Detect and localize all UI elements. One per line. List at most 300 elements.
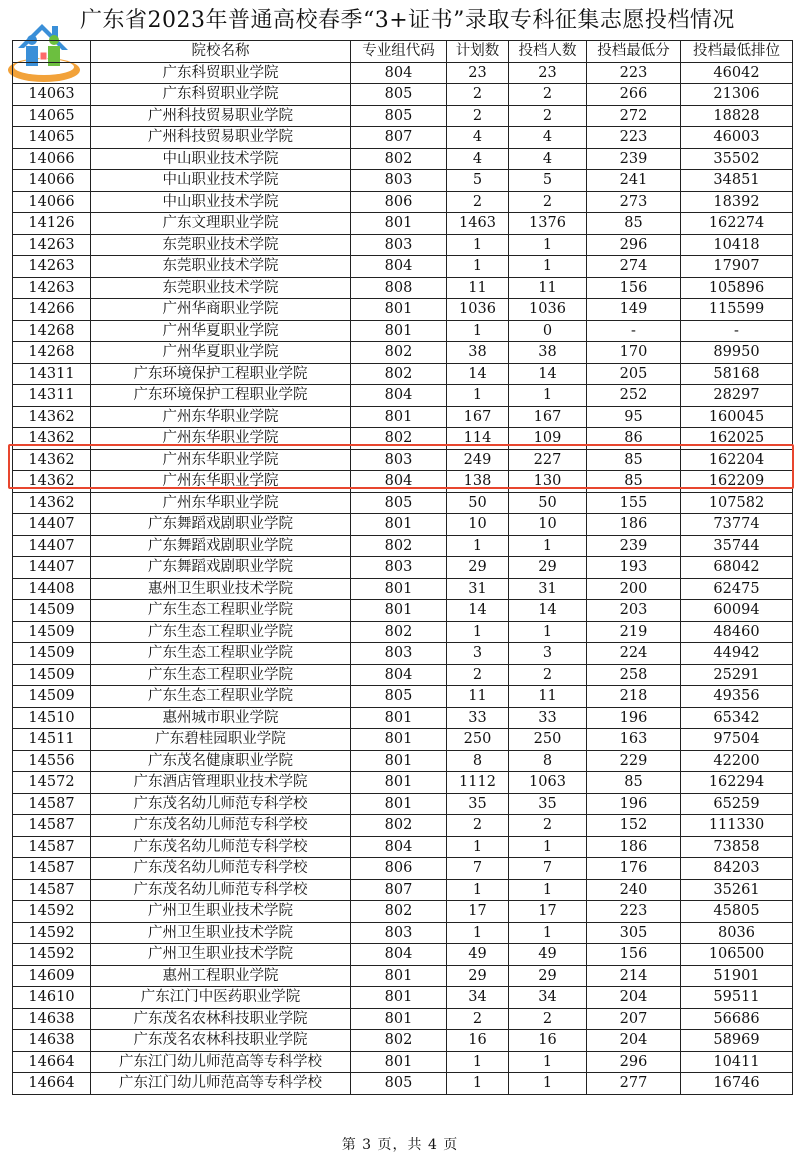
table-cell: 14065 bbox=[13, 105, 91, 127]
table-row bbox=[13, 621, 793, 643]
table-cell: 1 bbox=[447, 879, 509, 901]
table-row bbox=[13, 1073, 793, 1095]
table-cell: 17 bbox=[447, 901, 509, 923]
table-cell: 34851 bbox=[681, 170, 793, 192]
table-cell: 14362 bbox=[13, 428, 91, 450]
table-row bbox=[13, 664, 793, 686]
column-header: 计划数 bbox=[447, 41, 509, 63]
table-cell: 162025 bbox=[681, 428, 793, 450]
table-row bbox=[13, 815, 793, 837]
table-cell: 广东茂名幼儿师范专科学校 bbox=[91, 836, 351, 858]
table-cell: 2 bbox=[447, 664, 509, 686]
table-cell: 广东酒店管理职业技术学院 bbox=[91, 772, 351, 794]
table-cell: 35 bbox=[509, 793, 587, 815]
table-cell: 广州华夏职业学院 bbox=[91, 342, 351, 364]
page-number: 第 3 页，共 4 页 bbox=[341, 1137, 459, 1153]
table-cell: 广州卫生职业技术学院 bbox=[91, 944, 351, 966]
column-header: 投档最低分 bbox=[587, 41, 681, 63]
table-cell: 14066 bbox=[13, 170, 91, 192]
table-cell: 1376 bbox=[509, 213, 587, 235]
table-cell: 1 bbox=[509, 385, 587, 407]
table-cell: 111330 bbox=[681, 815, 793, 837]
table-cell: 14587 bbox=[13, 858, 91, 880]
table-cell: 1063 bbox=[509, 772, 587, 794]
table-cell: 58168 bbox=[681, 363, 793, 385]
table-cell: 224 bbox=[587, 643, 681, 665]
table-cell: 14263 bbox=[13, 277, 91, 299]
table-cell: 138 bbox=[447, 471, 509, 493]
table-cell: 3 bbox=[447, 643, 509, 665]
table-cell: 804 bbox=[351, 944, 447, 966]
table-cell: 广东茂名幼儿师范专科学校 bbox=[91, 858, 351, 880]
table-cell: 1 bbox=[447, 922, 509, 944]
table-cell: 17907 bbox=[681, 256, 793, 278]
table-cell: 广东舞蹈戏剧职业学院 bbox=[91, 514, 351, 536]
table-row bbox=[13, 578, 793, 600]
table-cell: 29 bbox=[447, 557, 509, 579]
table-row bbox=[13, 234, 793, 256]
table-row bbox=[13, 492, 793, 514]
table-row bbox=[13, 105, 793, 127]
table-cell: 14362 bbox=[13, 471, 91, 493]
table-cell: 205 bbox=[587, 363, 681, 385]
table-cell: 801 bbox=[351, 987, 447, 1009]
table-cell: 14263 bbox=[13, 256, 91, 278]
table-row bbox=[13, 320, 793, 342]
table-cell: 广东生态工程职业学院 bbox=[91, 621, 351, 643]
table-cell: 801 bbox=[351, 707, 447, 729]
table-cell: 804 bbox=[351, 385, 447, 407]
admission-table bbox=[12, 40, 793, 1095]
table-cell: 14556 bbox=[13, 750, 91, 772]
table-cell: 186 bbox=[587, 514, 681, 536]
table-cell: 105896 bbox=[681, 277, 793, 299]
table-cell: 1 bbox=[509, 234, 587, 256]
table-cell: 296 bbox=[587, 234, 681, 256]
table-cell: 801 bbox=[351, 1008, 447, 1030]
table-cell: 807 bbox=[351, 127, 447, 149]
table-cell: 东莞职业技术学院 bbox=[91, 277, 351, 299]
table-cell: 14592 bbox=[13, 944, 91, 966]
table-cell: 73858 bbox=[681, 836, 793, 858]
table-cell: 2 bbox=[509, 84, 587, 106]
table-cell: 218 bbox=[587, 686, 681, 708]
column-header: 院校名称 bbox=[91, 41, 351, 63]
table-cell: 65259 bbox=[681, 793, 793, 815]
table-cell: 2 bbox=[447, 191, 509, 213]
table-cell: 802 bbox=[351, 148, 447, 170]
table-cell: 21306 bbox=[681, 84, 793, 106]
table-row bbox=[13, 944, 793, 966]
table-cell: 801 bbox=[351, 299, 447, 321]
table-row bbox=[13, 535, 793, 557]
table-cell: 1 bbox=[509, 1073, 587, 1095]
table-cell: 277 bbox=[587, 1073, 681, 1095]
table-cell: 广东舞蹈戏剧职业学院 bbox=[91, 535, 351, 557]
table-cell: 14511 bbox=[13, 729, 91, 751]
column-header bbox=[13, 41, 91, 63]
table-row bbox=[13, 385, 793, 407]
table-cell: 49 bbox=[447, 944, 509, 966]
table-row bbox=[13, 987, 793, 1009]
table-cell: 273 bbox=[587, 191, 681, 213]
table-cell: 8 bbox=[447, 750, 509, 772]
table-cell: 10 bbox=[447, 514, 509, 536]
table-cell: 2 bbox=[447, 1008, 509, 1030]
table-cell: 惠州城市职业学院 bbox=[91, 707, 351, 729]
table-cell: 65342 bbox=[681, 707, 793, 729]
table-cell: 2 bbox=[447, 105, 509, 127]
table-cell: 223 bbox=[587, 62, 681, 84]
table-cell: 186 bbox=[587, 836, 681, 858]
table-cell: 5 bbox=[509, 170, 587, 192]
table-cell: 50 bbox=[509, 492, 587, 514]
table-cell: 28297 bbox=[681, 385, 793, 407]
table-cell: 广州卫生职业技术学院 bbox=[91, 922, 351, 944]
table-cell: 14362 bbox=[13, 492, 91, 514]
table-cell: 11 bbox=[447, 686, 509, 708]
table-cell: 801 bbox=[351, 965, 447, 987]
table-cell: 272 bbox=[587, 105, 681, 127]
table-cell: 806 bbox=[351, 858, 447, 880]
table-cell: 14408 bbox=[13, 578, 91, 600]
table-cell: 广东茂名幼儿师范专科学校 bbox=[91, 793, 351, 815]
table-cell: 中山职业技术学院 bbox=[91, 170, 351, 192]
table-cell: 33 bbox=[447, 707, 509, 729]
table-cell: 802 bbox=[351, 1030, 447, 1052]
table-cell: 14587 bbox=[13, 815, 91, 837]
table-cell: 14572 bbox=[13, 772, 91, 794]
table-cell bbox=[13, 62, 91, 84]
table-cell: 14065 bbox=[13, 127, 91, 149]
table-cell: 229 bbox=[587, 750, 681, 772]
table-cell: 239 bbox=[587, 148, 681, 170]
table-cell: 59511 bbox=[681, 987, 793, 1009]
table-cell: 广东生态工程职业学院 bbox=[91, 686, 351, 708]
table-cell: 109 bbox=[509, 428, 587, 450]
table-row bbox=[13, 922, 793, 944]
table-row bbox=[13, 277, 793, 299]
table-row bbox=[13, 557, 793, 579]
table-row bbox=[13, 170, 793, 192]
table-cell: 804 bbox=[351, 471, 447, 493]
table-cell: 14509 bbox=[13, 600, 91, 622]
table-cell: 14 bbox=[509, 600, 587, 622]
table-cell: 162294 bbox=[681, 772, 793, 794]
table-cell: 1 bbox=[447, 1051, 509, 1073]
table-row bbox=[13, 686, 793, 708]
column-header: 投档人数 bbox=[509, 41, 587, 63]
table-row bbox=[13, 901, 793, 923]
table-cell: 广东碧桂园职业学院 bbox=[91, 729, 351, 751]
table-cell: 162274 bbox=[681, 213, 793, 235]
table-cell: 8036 bbox=[681, 922, 793, 944]
table-cell: 2 bbox=[509, 664, 587, 686]
table-cell: 107582 bbox=[681, 492, 793, 514]
table-cell: 95 bbox=[587, 406, 681, 428]
table-cell: 14407 bbox=[13, 557, 91, 579]
table-cell: 7 bbox=[509, 858, 587, 880]
table-cell: 258 bbox=[587, 664, 681, 686]
table-cell: 85 bbox=[587, 449, 681, 471]
table-row bbox=[13, 1030, 793, 1052]
table-cell: 16746 bbox=[681, 1073, 793, 1095]
table-row bbox=[13, 299, 793, 321]
table-cell: 114 bbox=[447, 428, 509, 450]
table-cell: 广州东华职业学院 bbox=[91, 428, 351, 450]
table-cell: 163 bbox=[587, 729, 681, 751]
table-cell: 广州科技贸易职业学院 bbox=[91, 127, 351, 149]
table-cell: 49 bbox=[509, 944, 587, 966]
table-cell: 14664 bbox=[13, 1073, 91, 1095]
table-cell: 广东茂名农林科技职业学院 bbox=[91, 1030, 351, 1052]
table-cell: 130 bbox=[509, 471, 587, 493]
table-cell: 1 bbox=[447, 1073, 509, 1095]
table-cell: 805 bbox=[351, 84, 447, 106]
table-cell: 1 bbox=[447, 535, 509, 557]
table-cell: 14587 bbox=[13, 836, 91, 858]
table-cell: 802 bbox=[351, 535, 447, 557]
table-cell: 802 bbox=[351, 428, 447, 450]
table-cell: 34 bbox=[447, 987, 509, 1009]
table-cell: 10418 bbox=[681, 234, 793, 256]
table-cell: 156 bbox=[587, 277, 681, 299]
table-row bbox=[13, 84, 793, 106]
table-cell: 广东茂名幼儿师范专科学校 bbox=[91, 815, 351, 837]
table-cell: 1 bbox=[509, 1051, 587, 1073]
table-cell: 广州科技贸易职业学院 bbox=[91, 105, 351, 127]
column-header: 投档最低排位 bbox=[681, 41, 793, 63]
table-cell: 801 bbox=[351, 406, 447, 428]
table-cell: 804 bbox=[351, 836, 447, 858]
table-cell: 49356 bbox=[681, 686, 793, 708]
table-cell: 801 bbox=[351, 1051, 447, 1073]
table-cell: 14 bbox=[447, 363, 509, 385]
table-cell: 160045 bbox=[681, 406, 793, 428]
table-cell: 8 bbox=[509, 750, 587, 772]
table-row bbox=[13, 363, 793, 385]
table-cell: 14587 bbox=[13, 879, 91, 901]
table-cell: 1 bbox=[447, 836, 509, 858]
table-cell: 14509 bbox=[13, 621, 91, 643]
table-cell: 广东江门中医药职业学院 bbox=[91, 987, 351, 1009]
table-cell: 广州华商职业学院 bbox=[91, 299, 351, 321]
table-cell: 18392 bbox=[681, 191, 793, 213]
table-row bbox=[13, 879, 793, 901]
table-cell: 23 bbox=[509, 62, 587, 84]
table-cell: 1 bbox=[509, 922, 587, 944]
table-cell: 801 bbox=[351, 600, 447, 622]
table-cell: 1 bbox=[447, 385, 509, 407]
column-header: 专业组代码 bbox=[351, 41, 447, 63]
table-cell: 805 bbox=[351, 1073, 447, 1095]
table-cell: 1 bbox=[509, 256, 587, 278]
table-cell: 广东科贸职业学院 bbox=[91, 84, 351, 106]
table-cell: 85 bbox=[587, 471, 681, 493]
table-cell: 1 bbox=[447, 621, 509, 643]
table-cell: 广东生态工程职业学院 bbox=[91, 643, 351, 665]
table-cell: 广东江门幼儿师范高等专科学校 bbox=[91, 1051, 351, 1073]
table-cell: - bbox=[587, 320, 681, 342]
table-cell: 115599 bbox=[681, 299, 793, 321]
table-cell: 35744 bbox=[681, 535, 793, 557]
table-cell: 14407 bbox=[13, 514, 91, 536]
table-cell: 14509 bbox=[13, 686, 91, 708]
table-cell: 14587 bbox=[13, 793, 91, 815]
table-cell: 42200 bbox=[681, 750, 793, 772]
table-cell: 14610 bbox=[13, 987, 91, 1009]
table-row bbox=[13, 793, 793, 815]
table-cell: 167 bbox=[509, 406, 587, 428]
table-cell: 808 bbox=[351, 277, 447, 299]
table-cell: 4 bbox=[509, 148, 587, 170]
table-cell: 中山职业技术学院 bbox=[91, 191, 351, 213]
table-cell: 广东文理职业学院 bbox=[91, 213, 351, 235]
table-cell: 5 bbox=[447, 170, 509, 192]
table-cell: 14311 bbox=[13, 385, 91, 407]
table-cell: 广东生态工程职业学院 bbox=[91, 664, 351, 686]
table-cell: 45805 bbox=[681, 901, 793, 923]
table-cell: 240 bbox=[587, 879, 681, 901]
table-cell: 广东舞蹈戏剧职业学院 bbox=[91, 557, 351, 579]
table-cell: 广东环境保护工程职业学院 bbox=[91, 363, 351, 385]
table-cell: 16 bbox=[509, 1030, 587, 1052]
table-cell: 162204 bbox=[681, 449, 793, 471]
table-cell: 1463 bbox=[447, 213, 509, 235]
table-cell: 86 bbox=[587, 428, 681, 450]
table-row bbox=[13, 148, 793, 170]
table-cell: 14638 bbox=[13, 1008, 91, 1030]
table-cell: 801 bbox=[351, 213, 447, 235]
table-cell: 14510 bbox=[13, 707, 91, 729]
table-cell: 802 bbox=[351, 621, 447, 643]
document-title: 广东省2023年普通高校春季“3+证书”录取专科征集志愿投档情况 bbox=[80, 8, 735, 33]
table-cell: 17 bbox=[509, 901, 587, 923]
table-cell: 25291 bbox=[681, 664, 793, 686]
table-cell: 29 bbox=[447, 965, 509, 987]
table-cell: 204 bbox=[587, 987, 681, 1009]
table-cell: 170 bbox=[587, 342, 681, 364]
table-cell: 249 bbox=[447, 449, 509, 471]
table-cell: 2 bbox=[509, 191, 587, 213]
table-cell: 227 bbox=[509, 449, 587, 471]
table-cell: 惠州工程职业学院 bbox=[91, 965, 351, 987]
table-cell: 14592 bbox=[13, 922, 91, 944]
table-cell: 214 bbox=[587, 965, 681, 987]
table-cell: 804 bbox=[351, 256, 447, 278]
table-cell: 801 bbox=[351, 793, 447, 815]
table-cell: 14126 bbox=[13, 213, 91, 235]
table-cell: 155 bbox=[587, 492, 681, 514]
table-cell: 14509 bbox=[13, 643, 91, 665]
table-cell: 48460 bbox=[681, 621, 793, 643]
table-cell: 106500 bbox=[681, 944, 793, 966]
table-row bbox=[13, 1051, 793, 1073]
table-cell: 85 bbox=[587, 772, 681, 794]
table-cell: 23 bbox=[447, 62, 509, 84]
table-cell: 803 bbox=[351, 170, 447, 192]
table-cell: 31 bbox=[509, 578, 587, 600]
table-cell: 252 bbox=[587, 385, 681, 407]
table-cell: 广东生态工程职业学院 bbox=[91, 600, 351, 622]
table-cell: 14311 bbox=[13, 363, 91, 385]
table-cell: 1 bbox=[509, 535, 587, 557]
table-cell: 4 bbox=[509, 127, 587, 149]
table-cell: 162209 bbox=[681, 471, 793, 493]
table-cell: 广东科贸职业学院 bbox=[91, 62, 351, 84]
table-cell: 801 bbox=[351, 772, 447, 794]
table-cell: 4 bbox=[447, 127, 509, 149]
table-cell: 29 bbox=[509, 965, 587, 987]
table-cell: 0 bbox=[509, 320, 587, 342]
table-cell: 803 bbox=[351, 234, 447, 256]
table-row bbox=[13, 643, 793, 665]
table-cell: 801 bbox=[351, 750, 447, 772]
table-cell: 62475 bbox=[681, 578, 793, 600]
table-row bbox=[13, 406, 793, 428]
table-row bbox=[13, 213, 793, 235]
table-cell: 35 bbox=[447, 793, 509, 815]
table-cell: 35502 bbox=[681, 148, 793, 170]
table-cell: 223 bbox=[587, 901, 681, 923]
table-cell: 14592 bbox=[13, 901, 91, 923]
table-cell: 1036 bbox=[509, 299, 587, 321]
table-cell: 296 bbox=[587, 1051, 681, 1073]
table-cell: 35261 bbox=[681, 879, 793, 901]
table-cell: 广东茂名农林科技职业学院 bbox=[91, 1008, 351, 1030]
table-cell: 241 bbox=[587, 170, 681, 192]
table-cell: 802 bbox=[351, 901, 447, 923]
table-cell: 广州东华职业学院 bbox=[91, 492, 351, 514]
table-cell: 805 bbox=[351, 686, 447, 708]
table-cell: 219 bbox=[587, 621, 681, 643]
table-cell: 44942 bbox=[681, 643, 793, 665]
table-cell: 29 bbox=[509, 557, 587, 579]
table-cell: 广州东华职业学院 bbox=[91, 406, 351, 428]
table-cell: 2 bbox=[447, 815, 509, 837]
table-cell: 18828 bbox=[681, 105, 793, 127]
table-row bbox=[13, 127, 793, 149]
table-cell: 60094 bbox=[681, 600, 793, 622]
table-cell: 31 bbox=[447, 578, 509, 600]
table-row bbox=[13, 707, 793, 729]
table-cell: 803 bbox=[351, 557, 447, 579]
table-cell: 97504 bbox=[681, 729, 793, 751]
table-row bbox=[13, 62, 793, 84]
table-cell: 4 bbox=[447, 148, 509, 170]
table-cell: 14066 bbox=[13, 191, 91, 213]
table-cell: 806 bbox=[351, 191, 447, 213]
table-cell: 东莞职业技术学院 bbox=[91, 234, 351, 256]
table-cell: 156 bbox=[587, 944, 681, 966]
table-cell: 167 bbox=[447, 406, 509, 428]
table-cell: 200 bbox=[587, 578, 681, 600]
table-cell: 196 bbox=[587, 707, 681, 729]
table-cell: 2 bbox=[509, 1008, 587, 1030]
table-cell: 1 bbox=[447, 320, 509, 342]
table-cell: 广州东华职业学院 bbox=[91, 471, 351, 493]
table-cell: 14 bbox=[509, 363, 587, 385]
table-cell: 2 bbox=[509, 105, 587, 127]
table-cell: 223 bbox=[587, 127, 681, 149]
table-cell: 广东环境保护工程职业学院 bbox=[91, 385, 351, 407]
table-row bbox=[13, 256, 793, 278]
table-cell: 204 bbox=[587, 1030, 681, 1052]
table-cell: 14268 bbox=[13, 342, 91, 364]
table-cell: 802 bbox=[351, 363, 447, 385]
table-cell: 239 bbox=[587, 535, 681, 557]
table-cell: 803 bbox=[351, 643, 447, 665]
